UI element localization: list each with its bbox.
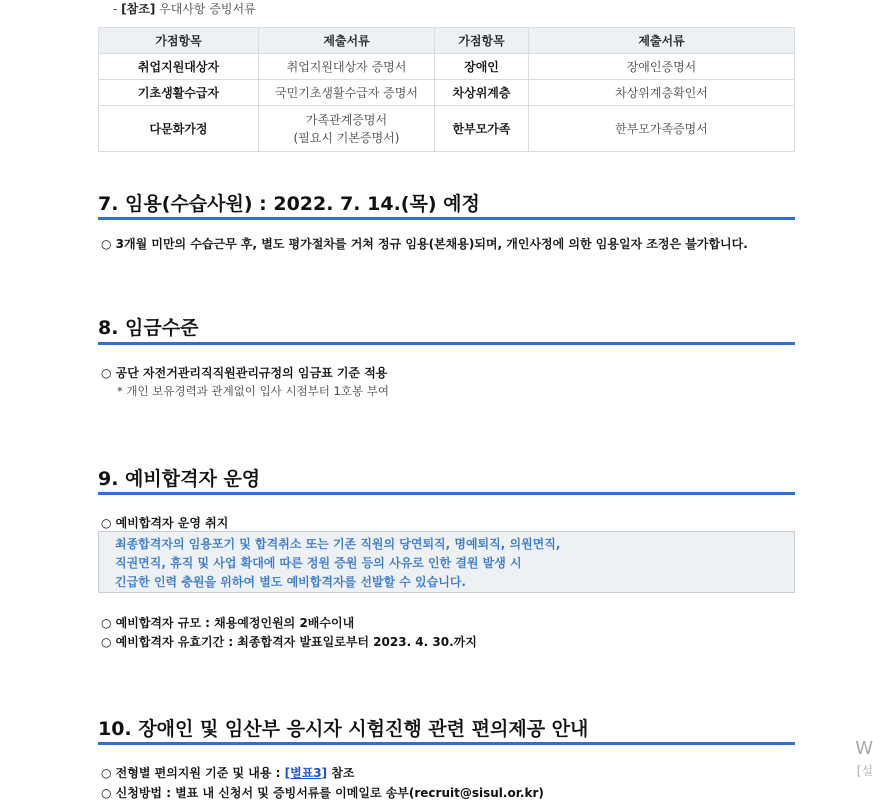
section-9-title: 9. 예비합격자 운영 [98,468,261,490]
section-9-line: ○ 예비합격자 규모 : 채용예정인원의 2배수이내 [101,616,355,630]
notice-line: 최종합격자의 임용포기 및 합격취소 또는 기존 직원의 당연퇴직, 명예퇴직, 의원면직, [115,537,561,551]
section-8-title: 8. 임금수준 [98,317,199,339]
table-cell: 장애인증명서 [529,54,795,80]
section-10-line-prefix: ○ 전형별 편의지원 기준 및 내용 : [101,766,285,780]
table-header: 제출서류 [259,28,435,54]
ref-note-prefix: - [113,2,122,16]
table-cell: 한부모가족 [435,106,529,152]
section-10-title: 10. 장애인 및 임산부 응시자 시험진행 관련 편의제공 안내 [98,718,589,740]
table-row [99,80,795,106]
table-cell: 한부모가족증명서 [529,106,795,152]
reference-note [113,0,256,17]
table-cell: 차상위계층확인서 [529,80,795,106]
table-cell-multiline: 가족관계증명서 (필요시 기본증명서) [259,106,435,152]
table-cell: 취업지원대상자 [99,54,259,80]
table-header: 가점항목 [435,28,529,54]
ref-note-label: [참조] [121,2,156,16]
section-10-line-suffix: 참조 [327,766,355,780]
table-cell: 국민기초생활수급자 증명서 [259,80,435,106]
section-9-divider [98,492,795,495]
section-8-line: ○ 공단 자전거관리직직원관리규정의 임금표 기준 적용 [101,366,388,380]
section-10-line [101,764,355,781]
notice-line: 긴급한 인력 충원을 위하여 별도 예비합격자를 선발할 수 있습니다. [115,575,466,589]
section-8-subnote: * 개인 보유경력과 관계없이 입사 시점부터 1호봉 부여 [117,384,389,398]
table-cell: 취업지원대상자 증명서 [259,54,435,80]
table-cell: 차상위계층 [435,80,529,106]
table-header: 가점항목 [99,28,259,54]
section-7-title: 7. 임용(수습사원) : 2022. 7. 14.(목) 예정 [98,193,480,215]
section-7-divider [98,217,795,220]
section-9-line: ○ 예비합격자 운영 취지 [101,516,229,530]
watermark-subtext: [설 [856,764,873,778]
table-cell: 장애인 [435,54,529,80]
table-cell: 다문화가정 [99,106,259,152]
table-row [99,54,795,80]
section-9-line: ○ 예비합격자 유효기간 : 최종합격자 발표일로부터 2023. 4. 30.까지 [101,635,477,649]
appendix-3-link[interactable]: [별표3] [284,766,328,780]
bonus-points-table [98,27,795,152]
ref-note-text: 우대사항 증빙서류 [155,2,256,16]
table-row [99,106,795,152]
section-10-line: ○ 신청방법 : 별표 내 신청서 및 증빙서류를 이메일로 송부(recruit@sisul.or.kr) [101,786,544,800]
section-8-divider [98,342,795,345]
section-10-divider [98,742,795,745]
watermark-text: W [855,738,873,759]
table-header-row [99,28,795,54]
notice-line: 직권면직, 휴직 및 사업 확대에 따른 정원 증원 등의 사유로 인한 결원 발생 시 [115,556,522,570]
table-cell: 기초생활수급자 [99,80,259,106]
section-7-line: ○ 3개월 미만의 수습근무 후, 별도 평가절차를 거쳐 정규 임용(본채용)되며, 개인사정에 의한 임용일자 조정은 불가합니다. [101,237,748,251]
table-header: 제출서류 [529,28,795,54]
reserve-notice-box [98,531,795,593]
